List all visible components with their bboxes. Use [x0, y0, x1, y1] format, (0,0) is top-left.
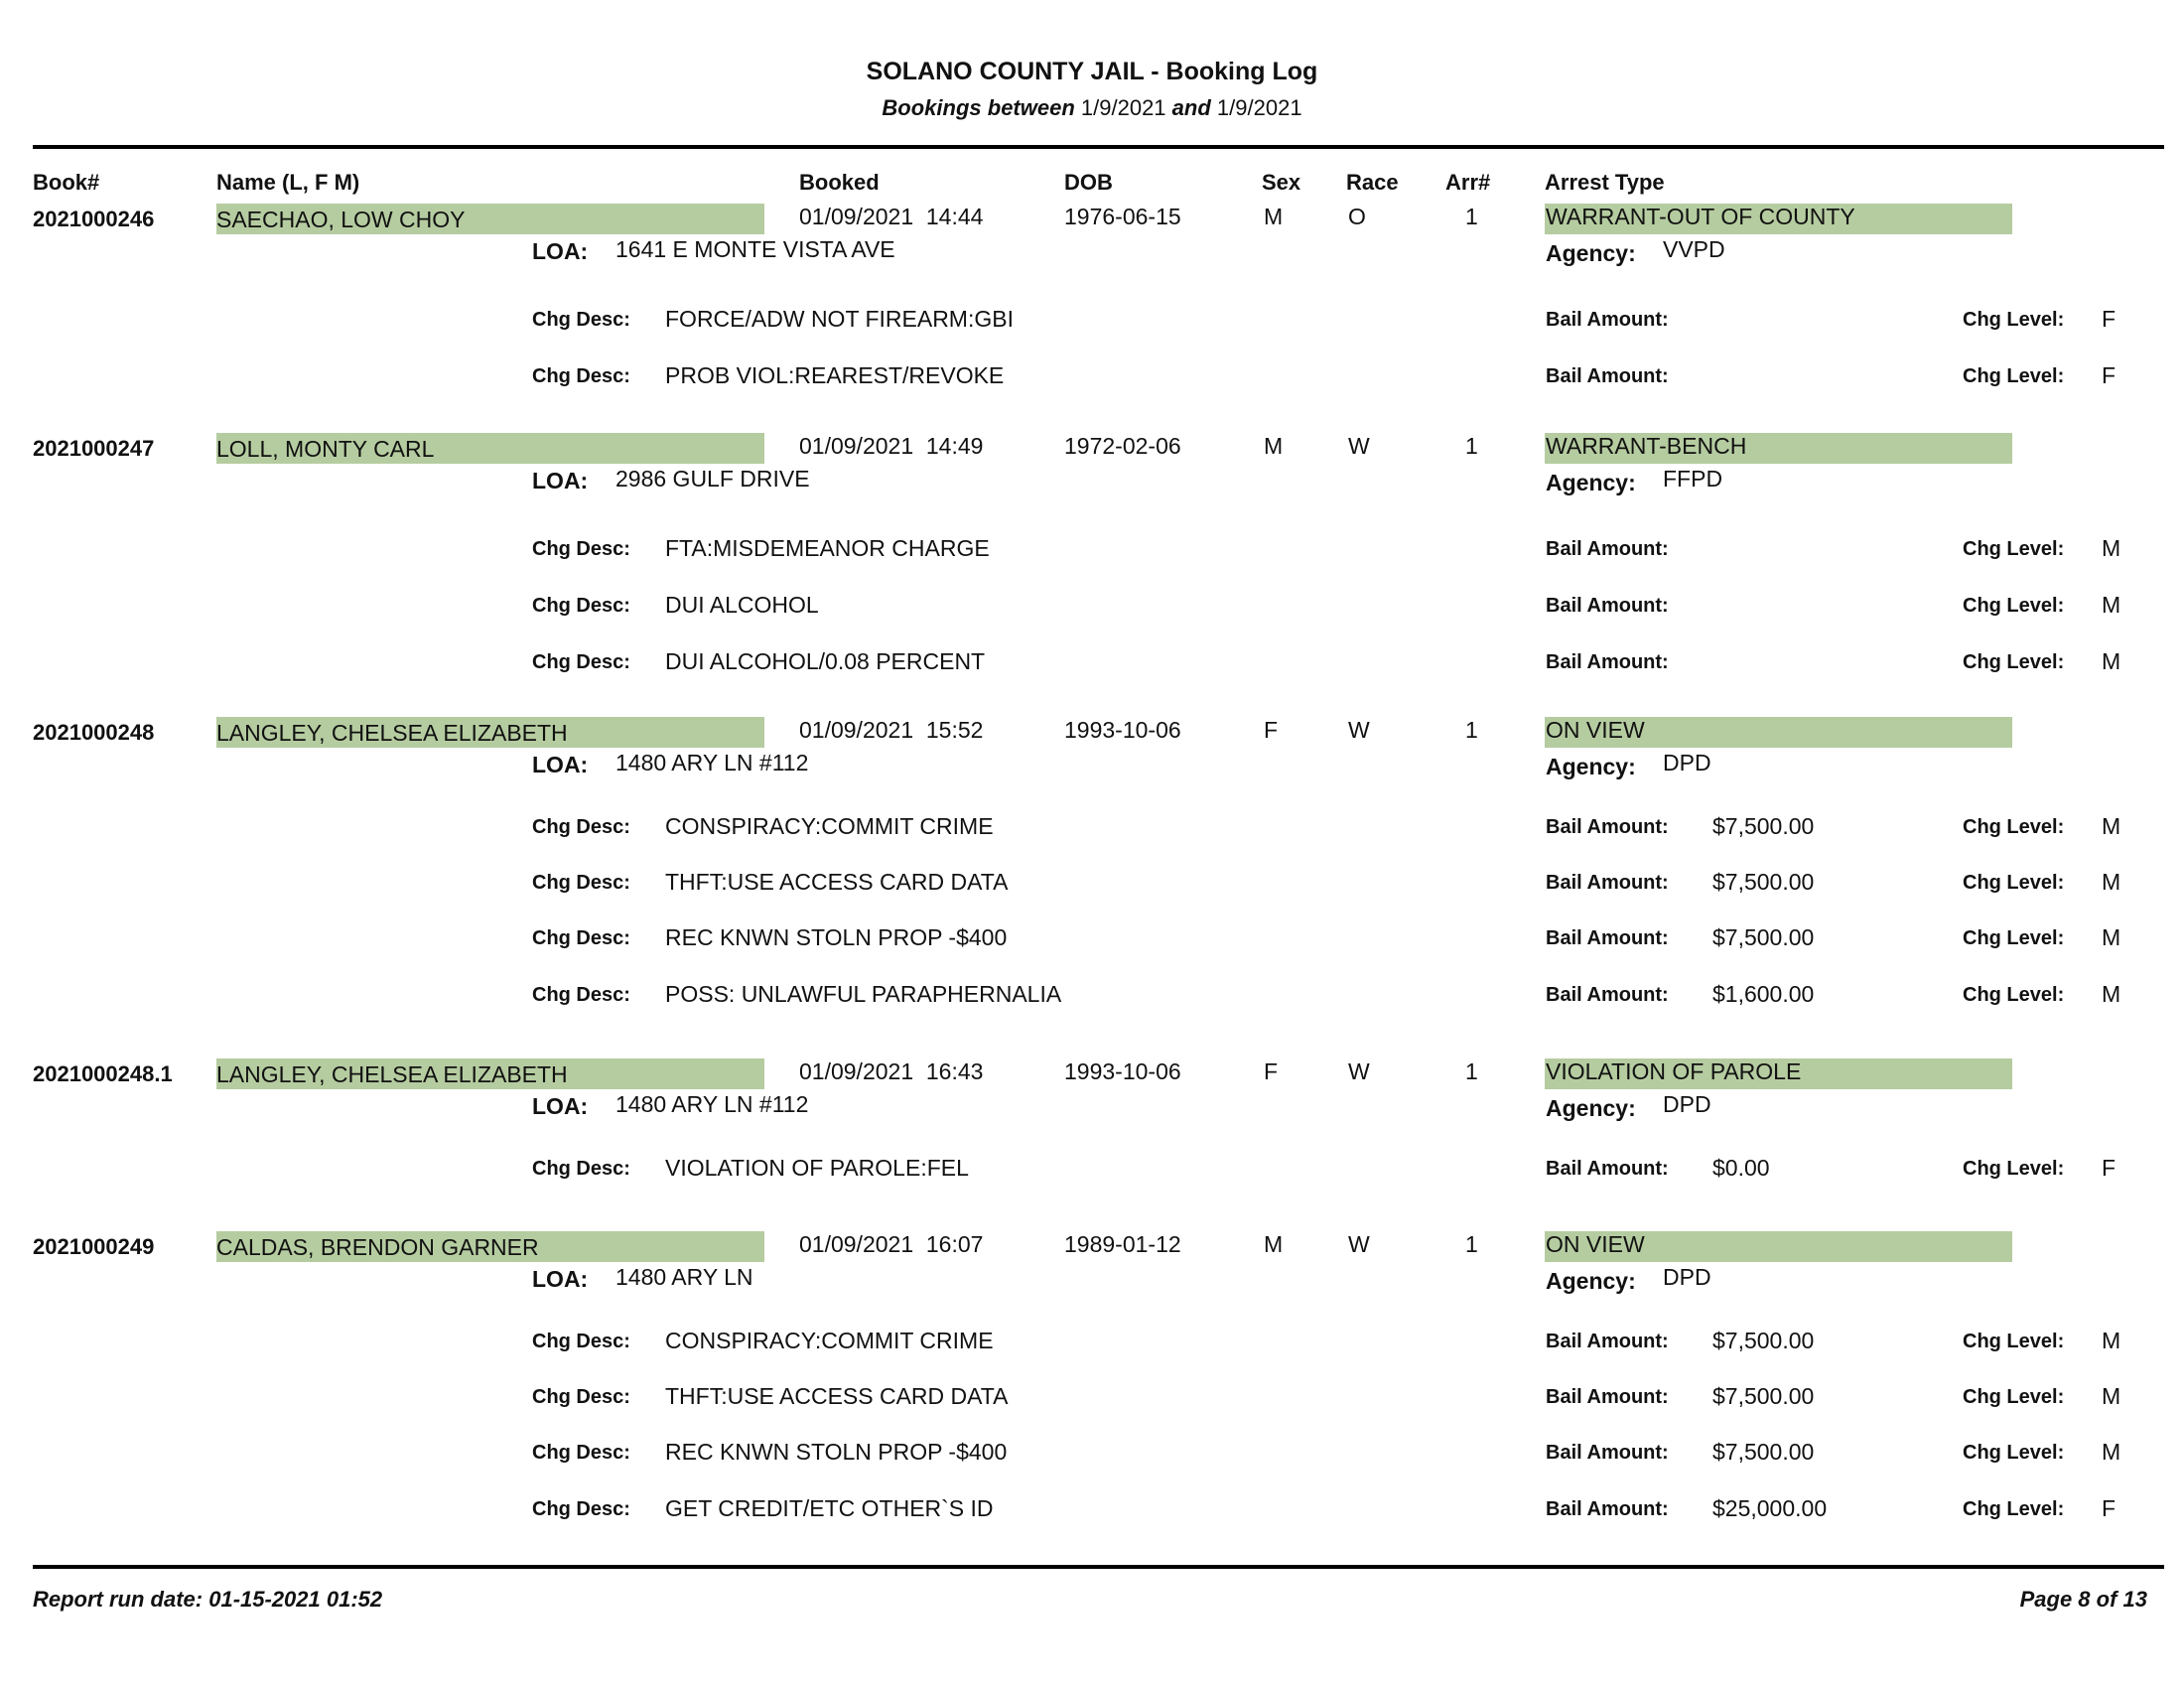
arrest-count: 1 — [1465, 433, 1478, 459]
chg-level: M — [2102, 1439, 2121, 1465]
chg-desc: POSS: UNLAWFUL PARAPHERNALIA — [665, 981, 1062, 1007]
arrest-count: 1 — [1465, 1058, 1478, 1084]
agency-value: DPD — [1663, 1091, 1711, 1117]
loa-label: LOA: — [532, 238, 589, 264]
chg-desc-label: Chg Desc: — [532, 538, 630, 560]
race: W — [1348, 433, 1370, 459]
chg-desc: VIOLATION OF PAROLE:FEL — [665, 1155, 969, 1181]
bail-amount: $7,500.00 — [1712, 1328, 1815, 1353]
chg-level: M — [2102, 1328, 2121, 1353]
chg-level-label: Chg Level: — [1963, 1331, 2065, 1352]
report-date-range — [0, 95, 2184, 121]
chg-level-label: Chg Level: — [1963, 309, 2065, 331]
chg-level: F — [2102, 306, 2116, 332]
chg-desc-label: Chg Desc: — [532, 309, 630, 331]
chg-level: M — [2102, 981, 2121, 1007]
col-arr: Arr# — [1445, 170, 1491, 195]
page-number: Page 8 of 13 — [2019, 1587, 2147, 1612]
arrest-type: ON VIEW — [1546, 1231, 1645, 1257]
booking-number: 2021000247 — [33, 436, 155, 461]
chg-desc: GET CREDIT/ETC OTHER`S ID — [665, 1495, 994, 1521]
chg-level-label: Chg Level: — [1963, 538, 2065, 560]
bail-amount: $7,500.00 — [1712, 924, 1815, 950]
sex: F — [1264, 717, 1279, 743]
chg-desc-label: Chg Desc: — [532, 595, 630, 617]
agency-value: VVPD — [1663, 236, 1725, 262]
booked-datetime: 01/09/2021 16:43 — [799, 1058, 984, 1084]
loa-address: 1641 E MONTE VISTA AVE — [615, 236, 895, 262]
chg-desc: DUI ALCOHOL — [665, 592, 819, 618]
bail-amount: $0.00 — [1712, 1155, 1770, 1181]
chg-level-label: Chg Level: — [1963, 927, 2065, 949]
bail-amount-label: Bail Amount: — [1546, 1331, 1669, 1352]
start-date: 1/9/2021 — [1080, 95, 1166, 120]
chg-level: M — [2102, 813, 2121, 839]
sex: M — [1264, 204, 1284, 229]
sex: F — [1264, 1058, 1279, 1084]
chg-level: M — [2102, 869, 2121, 895]
bail-amount-label: Bail Amount: — [1546, 1498, 1669, 1520]
bail-amount-label: Bail Amount: — [1546, 595, 1669, 617]
chg-level-label: Chg Level: — [1963, 984, 2065, 1006]
bail-amount: $7,500.00 — [1712, 869, 1815, 895]
end-date: 1/9/2021 — [1216, 95, 1302, 120]
subtitle-conj: and — [1171, 95, 1211, 120]
arrest-type: WARRANT-BENCH — [1546, 433, 1747, 459]
chg-desc-label: Chg Desc: — [532, 1158, 630, 1180]
bail-amount-label: Bail Amount: — [1546, 538, 1669, 560]
subtitle-prefix: Bookings between — [882, 95, 1075, 120]
chg-desc: THFT:USE ACCESS CARD DATA — [665, 1383, 1009, 1409]
chg-desc: FTA:MISDEMEANOR CHARGE — [665, 535, 990, 561]
loa-address: 1480 ARY LN — [615, 1264, 753, 1290]
chg-level: F — [2102, 1155, 2116, 1181]
arrest-type: WARRANT-OUT OF COUNTY — [1546, 204, 1855, 229]
col-dob: DOB — [1064, 170, 1113, 195]
bail-amount-label: Bail Amount: — [1546, 984, 1669, 1006]
bail-amount-label: Bail Amount: — [1546, 927, 1669, 949]
loa-label: LOA: — [532, 1266, 589, 1292]
agency-label: Agency: — [1546, 1268, 1636, 1294]
bail-amount-label: Bail Amount: — [1546, 1442, 1669, 1464]
bail-amount: $1,600.00 — [1712, 981, 1815, 1007]
booked-datetime: 01/09/2021 14:44 — [799, 204, 984, 229]
agency-label: Agency: — [1546, 1095, 1636, 1121]
inmate-name: LANGLEY, CHELSEA ELIZABETH — [216, 1061, 568, 1087]
loa-address: 1480 ARY LN #112 — [615, 750, 809, 775]
bail-amount: $7,500.00 — [1712, 813, 1815, 839]
booked-datetime: 01/09/2021 15:52 — [799, 717, 984, 743]
agency-label: Agency: — [1546, 754, 1636, 779]
col-arrest-type: Arrest Type — [1545, 170, 1665, 195]
chg-level-label: Chg Level: — [1963, 651, 2065, 673]
chg-desc-label: Chg Desc: — [532, 1442, 630, 1464]
col-book: Book# — [33, 170, 100, 195]
chg-desc: DUI ALCOHOL/0.08 PERCENT — [665, 648, 986, 674]
bail-amount-label: Bail Amount: — [1546, 872, 1669, 894]
bail-amount-label: Bail Amount: — [1546, 365, 1669, 387]
race: W — [1348, 1058, 1370, 1084]
agency-value: DPD — [1663, 1264, 1711, 1290]
report-title: SOLANO COUNTY JAIL - Booking Log — [866, 58, 1318, 85]
arrest-count: 1 — [1465, 204, 1478, 229]
col-name: Name (L, F M) — [216, 170, 360, 195]
booking-number: 2021000249 — [33, 1234, 155, 1259]
chg-level-label: Chg Level: — [1963, 365, 2065, 387]
bail-amount: $7,500.00 — [1712, 1439, 1815, 1465]
arrest-count: 1 — [1465, 717, 1478, 743]
bail-amount-label: Bail Amount: — [1546, 1386, 1669, 1408]
dob: 1993-10-06 — [1064, 1058, 1181, 1084]
booking-number: 2021000248 — [33, 720, 155, 745]
chg-desc-label: Chg Desc: — [532, 872, 630, 894]
chg-level-label: Chg Level: — [1963, 872, 2065, 894]
col-booked: Booked — [799, 170, 880, 195]
bail-amount: $7,500.00 — [1712, 1383, 1815, 1409]
chg-level-label: Chg Level: — [1963, 1386, 2065, 1408]
header-rule — [33, 145, 2164, 149]
loa-address: 2986 GULF DRIVE — [615, 466, 810, 492]
chg-desc-label: Chg Desc: — [532, 927, 630, 949]
bail-amount: $25,000.00 — [1712, 1495, 1828, 1521]
booked-datetime: 01/09/2021 16:07 — [799, 1231, 984, 1257]
inmate-name: SAECHAO, LOW CHOY — [216, 207, 466, 232]
booked-datetime: 01/09/2021 14:49 — [799, 433, 984, 459]
bail-amount-label: Bail Amount: — [1546, 816, 1669, 838]
inmate-name: LOLL, MONTY CARL — [216, 436, 435, 462]
booking-number: 2021000248.1 — [33, 1061, 173, 1086]
dob: 1976-06-15 — [1064, 204, 1181, 229]
loa-label: LOA: — [532, 752, 589, 777]
chg-level: F — [2102, 1495, 2116, 1521]
arrest-type: ON VIEW — [1546, 717, 1645, 743]
chg-desc-label: Chg Desc: — [532, 1498, 630, 1520]
chg-desc: REC KNWN STOLN PROP -$400 — [665, 924, 1008, 950]
arrest-type: VIOLATION OF PAROLE — [1546, 1058, 1802, 1084]
agency-label: Agency: — [1546, 470, 1636, 495]
chg-level: M — [2102, 592, 2121, 618]
agency-value: DPD — [1663, 750, 1711, 775]
chg-desc: PROB VIOL:REAREST/REVOKE — [665, 362, 1005, 388]
chg-desc: REC KNWN STOLN PROP -$400 — [665, 1439, 1008, 1465]
chg-level-label: Chg Level: — [1963, 1498, 2065, 1520]
chg-desc: CONSPIRACY:COMMIT CRIME — [665, 1328, 994, 1353]
chg-desc-label: Chg Desc: — [532, 651, 630, 673]
booking-number: 2021000246 — [33, 207, 155, 231]
chg-desc: FORCE/ADW NOT FIREARM:GBI — [665, 306, 1014, 332]
chg-desc: CONSPIRACY:COMMIT CRIME — [665, 813, 994, 839]
race: W — [1348, 717, 1370, 743]
chg-level: M — [2102, 648, 2121, 674]
inmate-name: CALDAS, BRENDON GARNER — [216, 1234, 539, 1260]
dob: 1989-01-12 — [1064, 1231, 1181, 1257]
chg-desc-label: Chg Desc: — [532, 1331, 630, 1352]
chg-level: M — [2102, 535, 2121, 561]
arrest-count: 1 — [1465, 1231, 1478, 1257]
agency-label: Agency: — [1546, 240, 1636, 266]
chg-desc-label: Chg Desc: — [532, 984, 630, 1006]
col-sex: Sex — [1262, 170, 1301, 195]
bail-amount-label: Bail Amount: — [1546, 651, 1669, 673]
chg-desc-label: Chg Desc: — [532, 365, 630, 387]
chg-level: M — [2102, 924, 2121, 950]
sex: M — [1264, 1231, 1284, 1257]
loa-address: 1480 ARY LN #112 — [615, 1091, 809, 1117]
loa-label: LOA: — [532, 1093, 589, 1119]
footer-rule — [33, 1565, 2164, 1569]
race: W — [1348, 1231, 1370, 1257]
chg-desc-label: Chg Desc: — [532, 816, 630, 838]
loa-label: LOA: — [532, 468, 589, 493]
chg-level: F — [2102, 362, 2116, 388]
chg-level-label: Chg Level: — [1963, 1442, 2065, 1464]
chg-level: M — [2102, 1383, 2121, 1409]
chg-desc: THFT:USE ACCESS CARD DATA — [665, 869, 1009, 895]
dob: 1993-10-06 — [1064, 717, 1181, 743]
bail-amount-label: Bail Amount: — [1546, 1158, 1669, 1180]
inmate-name: LANGLEY, CHELSEA ELIZABETH — [216, 720, 568, 746]
chg-level-label: Chg Level: — [1963, 816, 2065, 838]
chg-desc-label: Chg Desc: — [532, 1386, 630, 1408]
chg-level-label: Chg Level: — [1963, 1158, 2065, 1180]
dob: 1972-02-06 — [1064, 433, 1181, 459]
sex: M — [1264, 433, 1284, 459]
chg-level-label: Chg Level: — [1963, 595, 2065, 617]
race: O — [1348, 204, 1366, 229]
report-run-date: Report run date: 01-15-2021 01:52 — [33, 1587, 383, 1612]
bail-amount-label: Bail Amount: — [1546, 309, 1669, 331]
agency-value: FFPD — [1663, 466, 1723, 492]
col-race: Race — [1346, 170, 1399, 195]
